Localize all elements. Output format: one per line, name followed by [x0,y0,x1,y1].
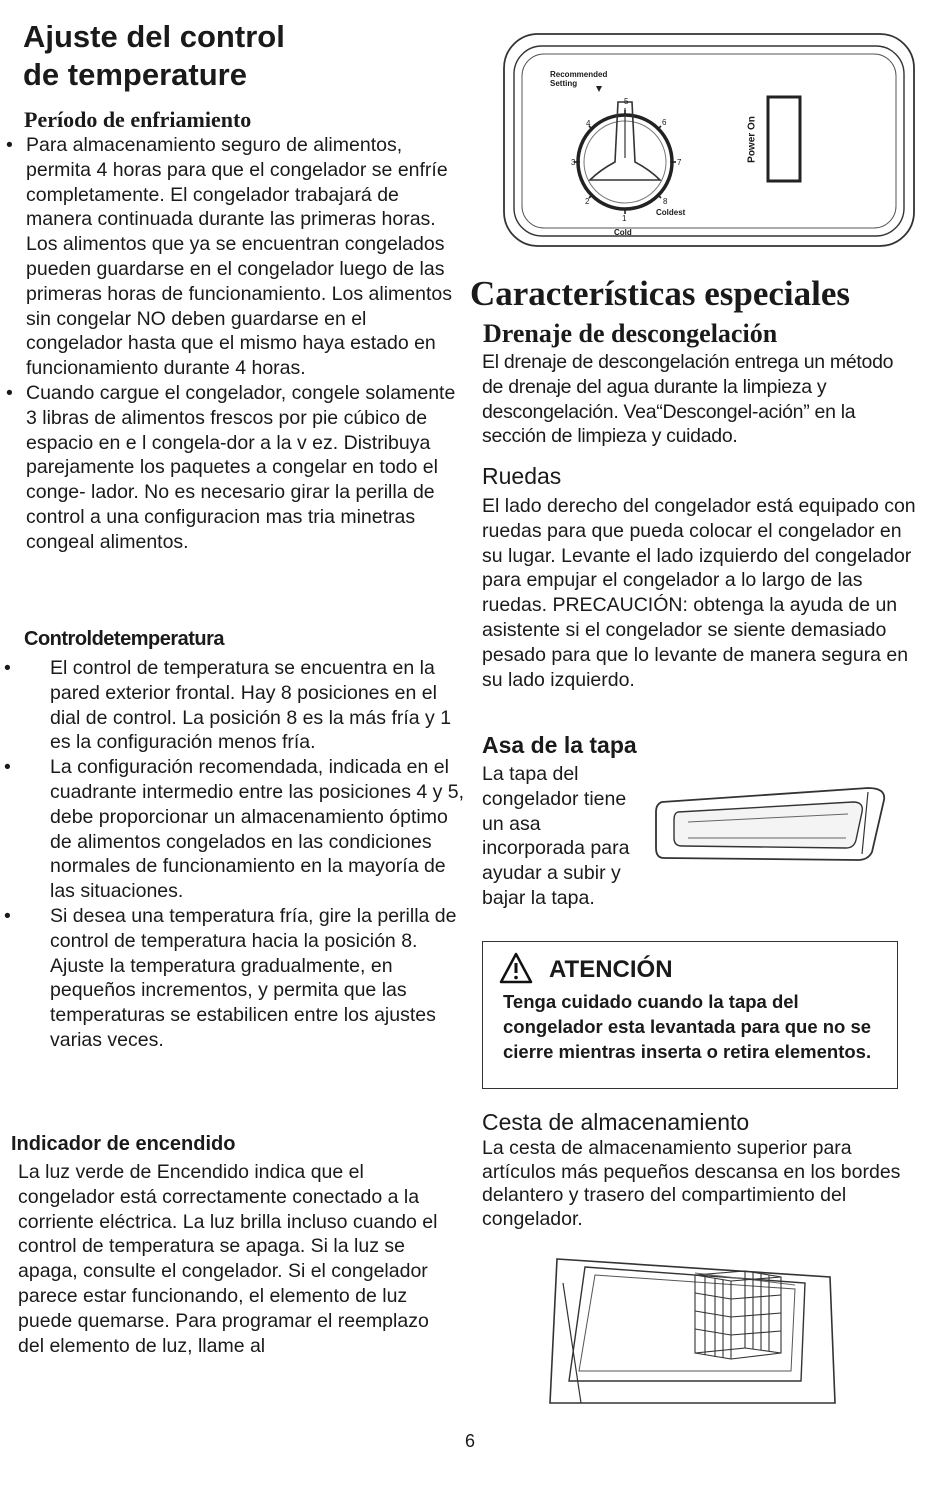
drain-heading: Drenaje de descongelación [483,319,778,348]
drain-text: El drenaje de descongelación entrega un método de drenaje del agua durante la limpieza y descongelación. Vea“Descongel-ación” en la sección de limpieza y cuidado. [482,351,894,448]
control-bullet: • Si desea una temperatura fría, gire la perilla de control de temperatura hacia la posición 8. Ajuste la temperatura gradualmente, en pequeños incrementos, y permita que las temperaturas se estabilicen entre los ajustes varias veces. [0,904,466,1053]
dial-number: 5 [624,97,629,106]
page-title-line1: Ajuste del control [23,19,285,54]
lid-handle-drawing [648,782,888,867]
dial-number: 7 [677,158,682,167]
cooling-list [6,133,466,555]
dial-number: 1 [622,214,627,223]
power-on-label: Power On [746,116,758,163]
control-list [0,656,466,1053]
control-panel-drawing [500,30,920,255]
cold-label: Cold [614,228,632,237]
attention-box [482,941,898,1089]
page-title-line2: de temperature [23,57,247,92]
cooling-heading: Período de enfriamiento [24,107,252,132]
recommended-label-line1: Recommended [550,70,608,79]
dial-number: 3 [571,158,576,167]
lid-handle-illustration [648,782,888,867]
warning-triangle-icon [499,952,533,984]
basket-illustration [545,1253,840,1408]
page-number: 6 [465,1431,476,1451]
page-title [23,18,285,94]
cooling-bullet: • Cuando cargue el congelador, congele solamente 3 libras de alimentos frescos por pie cúbico de espacio en e l congela-dor a la v ez. Distribuya parejamente los paquetes a congelar en todo el conge- lador. No es necesario girar la perilla de control a una configuracion mas tria minetras congeal alimentos. [6,381,466,555]
wheels-heading: Ruedas [482,463,562,489]
control-heading: Controldetemperatura [24,628,225,650]
special-features-title: Características especiales [470,274,850,313]
dial-number: 4 [586,119,591,128]
basket-drawing [545,1253,840,1408]
left-column [0,0,470,1430]
dial-number: 8 [663,197,668,206]
power-text: La luz verde de Encendido indica que el congelador está correctamente conectado a la corriente eléctrica. La luz brilla incluso cuando el control de temperatura se apaga. Si la luz se apaga, consulte el congelador. Si el congelador parece estar funcionando, el elemento de luz puede quemarse. Para programar el reemplazo del elemento de luz, llame al [18,1161,438,1357]
basket-text: La cesta de almacenamiento superior para artículos más pequeños descansa en los bordes delantero y trasero del compartimiento del congelador. [482,1137,901,1230]
lid-handle-text: La tapa del congelador tiene un asa incorporada para ayudar a subir y bajar la tapa. [482,763,630,909]
coldest-label: Coldest [656,208,686,217]
attention-title: ATENCIÓN [549,956,673,983]
cooling-bullet: • Para almacenamiento seguro de alimentos, permita 4 horas para que el congelador se enfríe completamente. El congelador trabajará de manera continuada durante las primeras horas. Los alimentos que ya se encuentran congelados pueden guardarse en el congelador luego de las primeras horas de funcionamiento. Los alimentos sin congelar NO deben guardarse en el congelador hasta que el mismo haya estado en funcionamiento durante 4 horas. [6,133,466,381]
recommended-label [550,70,607,88]
lid-handle-heading: Asa de la tapa [482,732,637,758]
wheels-text: El lado derecho del congelador está equipado con ruedas para que pueda colocar el congelador en su lugar. Levante el lado izquierdo del congelador para empujar el congelador a lo largo de las ruedas. PRECAUCIÓN: obtenga la ayuda de un asistente si el congelador se siente demasiado pesado para que lo levante de manera segura en su lado izquierdo. [482,495,916,691]
control-bullet: • El control de temperatura se encuentra en la pared exterior frontal. Hay 8 posiciones en el dial de control. La posición 8 es la más fría y 1 es la configuración menos fría. [0,656,466,755]
dial-number: 6 [662,118,667,127]
control-panel-illustration [500,30,920,255]
dial-number: 2 [585,197,590,206]
recommended-label-line2: Setting [550,79,578,88]
power-heading: Indicador de encendido [11,1133,236,1155]
basket-heading: Cesta de almacenamiento [482,1109,750,1135]
attention-text: Tenga cuidado cuando la tapa del congelador esta levantada para que no se cierre mientras inserta o retira elementos. [503,991,872,1062]
control-bullet: • La configuración recomendada, indicada en el cuadrante intermedio entre las posiciones 4 y 5, debe proporcionar un almacenamiento óptimo de alimentos congelados en las condiciones normales de funcionamiento en la mayoría de las situaciones. [0,755,466,904]
